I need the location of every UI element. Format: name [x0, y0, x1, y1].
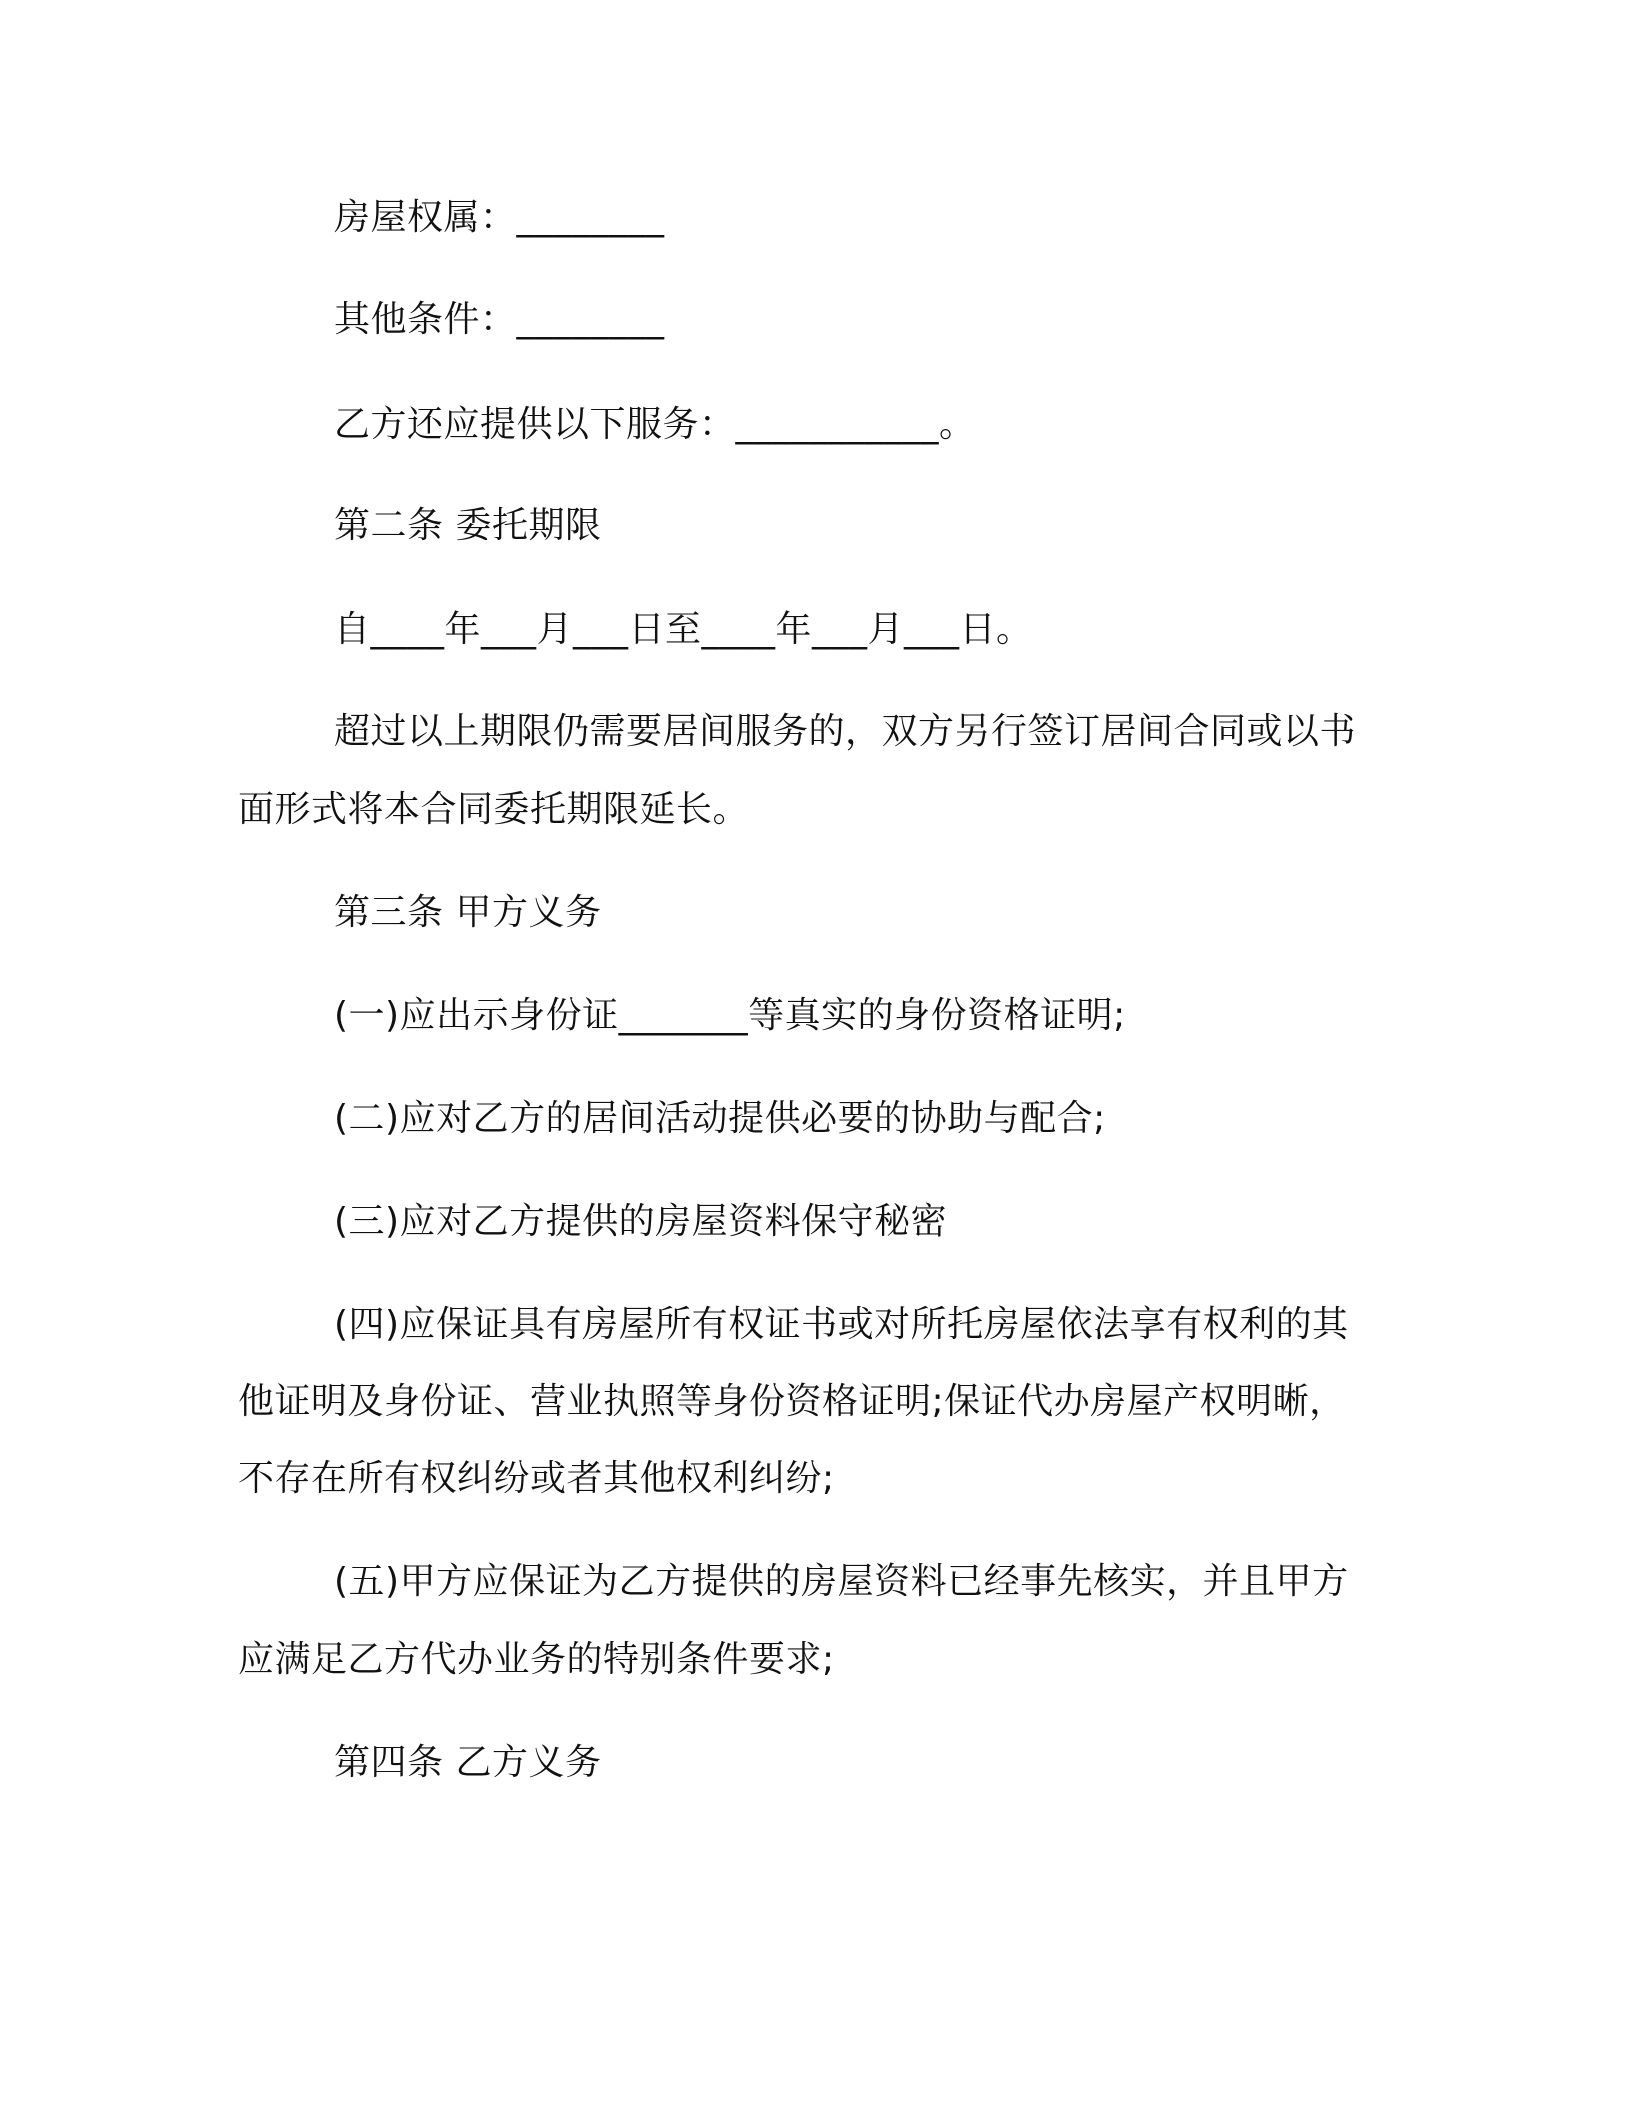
party-a-duty-4-line-1: (四)应保证具有房屋所有权证书或对所托房屋依法享有权利的其 [334, 1304, 1349, 1345]
extension-paragraph-line-1: 超过以上期限仍需要居间服务的，双方另行签订居间合同或以书 [334, 711, 1357, 752]
commission-period-dates: 自____年___月___日至____年___月___日。 [334, 609, 1033, 650]
party-a-duty-5-line-2: 应满足乙方代办业务的特别条件要求; [238, 1639, 835, 1680]
party-a-duty-3: (三)应对乙方提供的房屋资料保守秘密 [334, 1201, 948, 1242]
party-a-duty-4-line-3: 不存在所有权纠纷或者其他权利纠纷; [238, 1458, 835, 1499]
party-a-duty-1: (一)应出示身份证_______等真实的身份资格证明; [334, 995, 1126, 1036]
extension-paragraph-line-2: 面形式将本合同委托期限延长。 [238, 789, 750, 830]
field-additional-services: 乙方还应提供以下服务：___________。 [334, 404, 976, 445]
field-property-ownership: 房屋权属：________ [334, 197, 665, 238]
article-3-heading: 第三条 甲方义务 [334, 892, 602, 933]
party-a-duty-5-line-1: (五)甲方应保证为乙方提供的房屋资料已经事先核实，并且甲方 [334, 1561, 1349, 1602]
field-other-conditions: 其他条件：________ [334, 299, 665, 340]
party-a-duty-4-line-2: 他证明及身份证、营业执照等身份资格证明;保证代办房屋产权明晰， [238, 1381, 1346, 1422]
party-a-duty-2: (二)应对乙方的居间活动提供必要的协助与配合; [334, 1098, 1106, 1139]
article-4-heading: 第四条 乙方义务 [334, 1742, 602, 1783]
article-2-heading: 第二条 委托期限 [334, 505, 602, 546]
